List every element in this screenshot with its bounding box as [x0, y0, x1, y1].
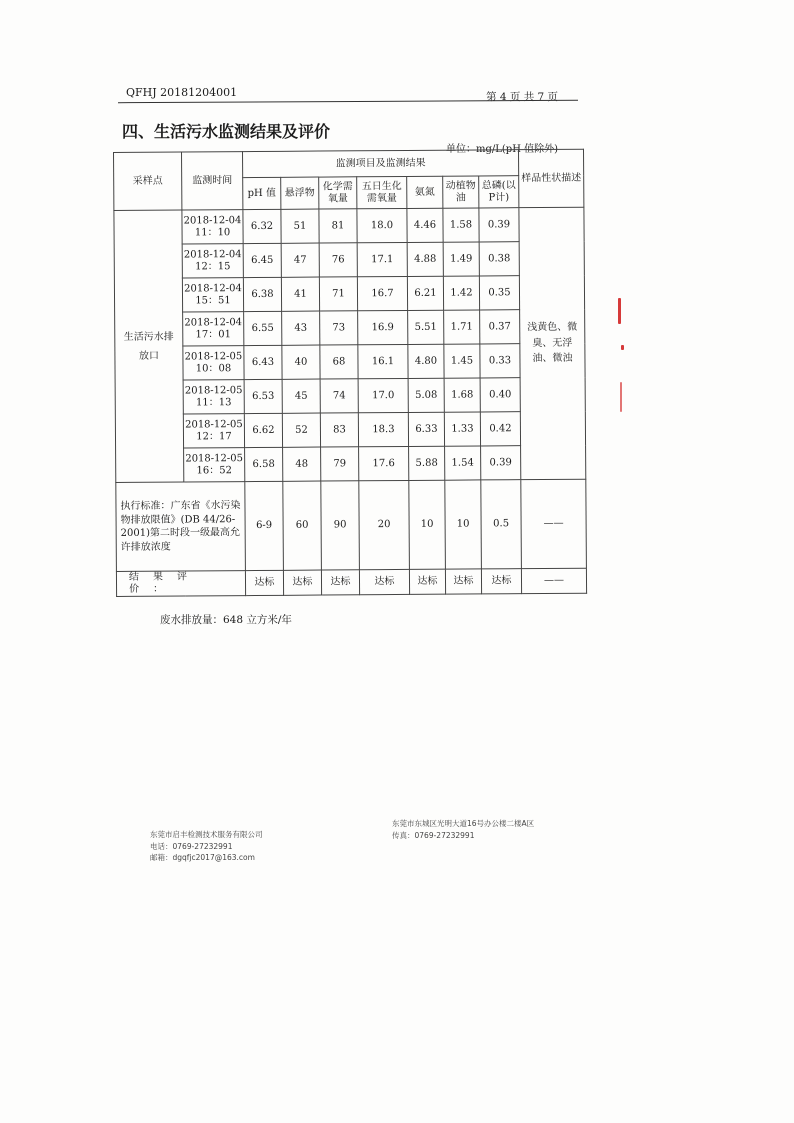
value-cell: 52: [282, 413, 320, 447]
value-cell: 0.35: [479, 276, 519, 310]
standard-value: 90: [321, 481, 360, 570]
value-cell: 1.45: [444, 344, 480, 378]
standard-value: 10: [445, 480, 482, 569]
value-cell: 76: [319, 243, 357, 277]
value-cell: 74: [320, 379, 358, 413]
table-row: [114, 207, 584, 244]
time-text: 15：51: [195, 294, 231, 306]
seal-mark-2: [621, 345, 624, 350]
time-text: 16：52: [196, 464, 232, 476]
value-cell: 6.55: [244, 311, 282, 345]
value-cell: 6.32: [243, 209, 281, 243]
time-cell: [182, 278, 243, 312]
value-cell: 81: [319, 209, 357, 243]
value-cell: 1.58: [443, 208, 479, 242]
date-text: 2018-12-05: [185, 418, 243, 431]
value-cell: 6.33: [408, 412, 444, 446]
value-cell: 48: [283, 447, 321, 481]
value-cell: 68: [320, 345, 358, 379]
value-cell: 1.49: [443, 242, 479, 276]
value-cell: 0.42: [480, 412, 520, 446]
standard-value: ——: [521, 479, 587, 568]
evaluation-value: 达标: [245, 570, 283, 595]
value-cell: 16.1: [358, 344, 408, 378]
evaluation-value: ——: [521, 568, 586, 593]
footer-email: 邮箱：dgqfjc2017@163.com: [150, 853, 255, 863]
standard-value: 20: [359, 480, 410, 569]
value-cell: 40: [282, 345, 320, 379]
value-cell: 6.53: [244, 379, 282, 413]
item-header: 化学需氧量: [319, 177, 357, 209]
evaluation-row: [116, 568, 586, 596]
value-cell: 83: [320, 413, 358, 447]
time-text: 12：15: [195, 260, 231, 272]
page-number: 第 4 页 共 7 页: [486, 91, 559, 103]
footer-phone: 电话：0769-27232991: [150, 841, 233, 851]
item-header: 五日生化需氧量: [357, 176, 407, 208]
value-cell: 6.38: [243, 277, 281, 311]
value-cell: 17.1: [357, 242, 407, 276]
col-group-header: 监测项目及监测结果: [243, 150, 519, 178]
value-cell: 5.88: [409, 446, 445, 480]
time-text: 10：08: [195, 362, 232, 374]
value-cell: 79: [321, 447, 359, 481]
discharge-volume: 废水排放量：648 立方米/年: [160, 614, 292, 626]
unit-note: 单位：mg/L(pH 值除外): [446, 144, 558, 155]
value-cell: 0.40: [480, 378, 520, 412]
table-row: [116, 445, 586, 482]
description-cell: 浅黄色、微臭、无浮油、微浊: [519, 207, 586, 479]
results-table: [113, 149, 587, 597]
time-cell: [184, 448, 245, 482]
value-cell: 17.6: [359, 446, 409, 480]
value-cell: 16.7: [357, 276, 407, 310]
value-cell: 6.58: [245, 447, 283, 481]
value-cell: 45: [282, 379, 320, 413]
table-row: [114, 241, 584, 278]
date-text: 2018-12-04: [183, 214, 242, 227]
footer-company: 东莞市启丰检测技术服务有限公司: [150, 830, 263, 839]
evaluation-value: 达标: [321, 570, 359, 595]
value-cell: 6.21: [407, 276, 443, 310]
time-cell: [182, 244, 243, 278]
value-cell: 0.37: [480, 310, 520, 344]
date-text: 2018-12-05: [184, 350, 243, 363]
time-cell: [183, 380, 244, 414]
value-cell: 43: [282, 311, 320, 345]
value-cell: 5.08: [408, 378, 444, 412]
footer-right: [392, 818, 534, 841]
value-cell: 6.43: [244, 345, 282, 379]
item-header: 总磷(以P计): [479, 176, 519, 208]
date-text: 2018-12-04: [184, 316, 243, 329]
value-cell: 6.45: [243, 243, 281, 277]
standard-value: 60: [283, 481, 322, 570]
value-cell: 41: [281, 277, 319, 311]
value-cell: 4.80: [408, 344, 444, 378]
time-text: 11：13: [195, 396, 232, 408]
value-cell: 1.54: [445, 446, 481, 480]
value-cell: 16.9: [358, 310, 408, 344]
value-cell: 1.71: [444, 310, 480, 344]
standard-value: 10: [409, 480, 446, 569]
value-cell: 1.68: [444, 378, 480, 412]
table-row: [115, 411, 585, 448]
table-row: [115, 309, 585, 346]
table-row: [115, 343, 585, 380]
value-cell: 17.0: [358, 378, 408, 412]
evaluation-label: 结果评价：: [116, 571, 245, 597]
col-site-header: 采样点: [114, 152, 182, 210]
date-text: 2018-12-04: [183, 248, 242, 261]
standard-value: 6-9: [245, 481, 284, 570]
site-cell: 生活污水排放口: [114, 210, 184, 482]
time-text: 12：17: [196, 430, 232, 442]
value-cell: 6.62: [244, 413, 282, 447]
evaluation-value: 达标: [481, 569, 521, 594]
time-text: 17：01: [195, 328, 232, 340]
value-cell: 47: [281, 243, 319, 277]
section-title: 四、生活污水监测结果及评价: [122, 122, 331, 141]
date-text: 2018-12-05: [184, 384, 243, 397]
col-desc-header: 样品性状描述: [518, 149, 583, 207]
time-text: 11：10: [194, 226, 231, 238]
value-cell: 73: [320, 311, 358, 345]
col-time-header: 监测时间: [182, 152, 243, 210]
time-cell: [183, 346, 244, 380]
evaluation-value: 达标: [283, 570, 321, 595]
date-text: 2018-12-04: [184, 282, 242, 295]
value-cell: 1.42: [443, 276, 479, 310]
item-header: 氨氮: [407, 176, 443, 208]
item-header: pH 值: [243, 177, 281, 209]
time-cell: [183, 414, 244, 448]
value-cell: 0.33: [480, 344, 520, 378]
results-table-wrapper: [113, 149, 586, 597]
seal-mark-3: [620, 382, 622, 412]
footer-left: [150, 829, 263, 864]
value-cell: 4.46: [407, 208, 443, 242]
value-cell: 0.39: [479, 208, 519, 242]
item-header: 动植物油: [443, 176, 479, 208]
seal-mark-1: [618, 298, 621, 324]
footer-address: 东莞市东城区光明大道16号办公楼二楼A区: [392, 819, 535, 828]
value-cell: 51: [281, 209, 319, 243]
table-row: [114, 275, 584, 312]
table-row: [115, 377, 585, 414]
standard-value: 0.5: [481, 480, 522, 569]
value-cell: 18.0: [357, 208, 407, 242]
standard-label: 执行标准：广东省《水污染物排放限值》(DB 44/26-2001)第二时段一级最高允许排放浓度: [116, 482, 246, 572]
footer-fax: 传真：0769-27232991: [392, 830, 475, 840]
value-cell: 5.51: [408, 310, 444, 344]
value-cell: 1.33: [444, 412, 480, 446]
value-cell: 0.38: [479, 242, 519, 276]
value-cell: 71: [319, 277, 357, 311]
date-text: 2018-12-05: [185, 452, 244, 465]
item-header: 悬浮物: [281, 177, 319, 209]
evaluation-value: 达标: [359, 569, 409, 594]
evaluation-value: 达标: [445, 569, 481, 594]
standard-row: [116, 479, 587, 571]
value-cell: 0.39: [481, 446, 521, 480]
doc-number: QFHJ 20181204001: [126, 86, 238, 99]
value-cell: 18.3: [358, 412, 408, 446]
time-cell: [182, 210, 243, 244]
value-cell: 4.88: [407, 242, 443, 276]
time-cell: [183, 312, 244, 346]
evaluation-value: 达标: [409, 569, 445, 594]
